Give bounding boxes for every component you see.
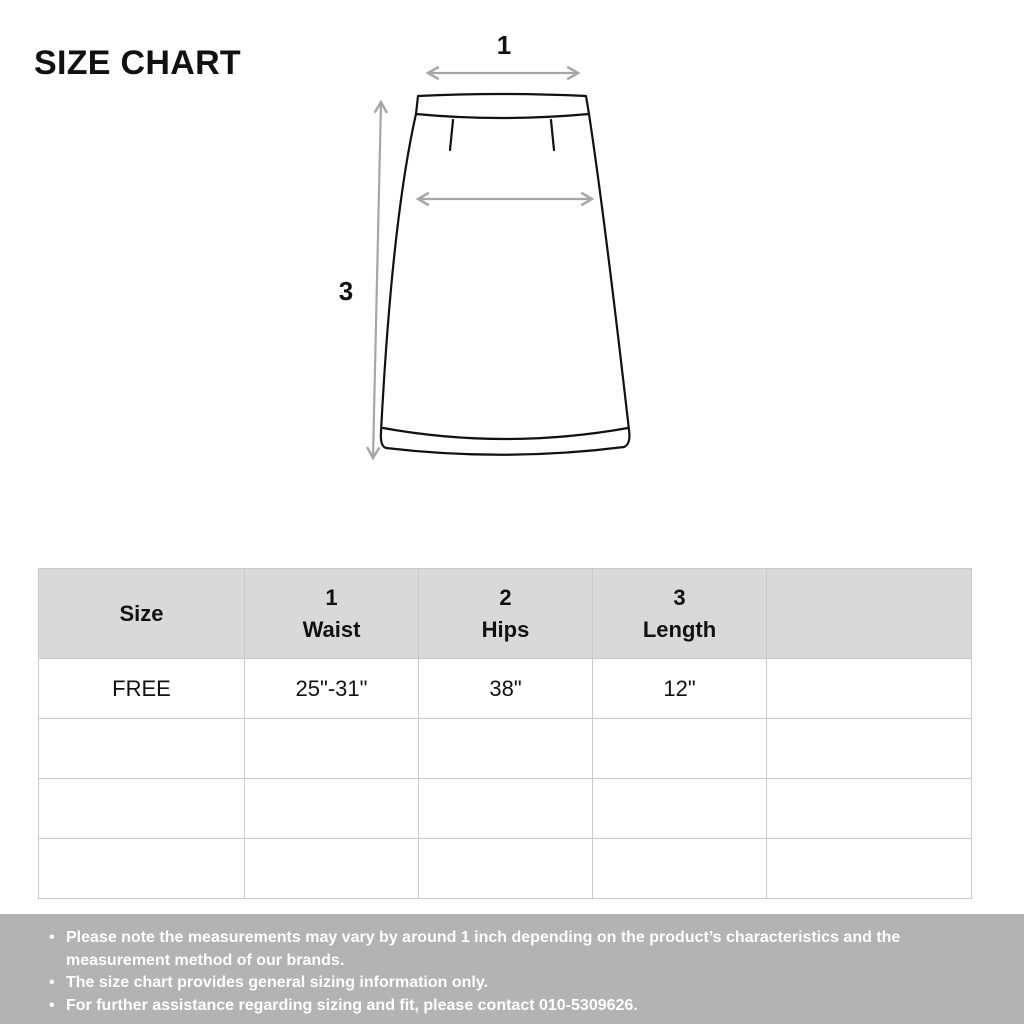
table-cell	[39, 779, 245, 839]
header-size	[39, 569, 245, 659]
header-empty	[767, 569, 972, 659]
table-row	[39, 839, 972, 899]
note-item: • The size chart provides general sizing information only.	[66, 972, 964, 995]
note-item: • Please note the measurements may vary by around 1 inch depending on the product’s characteristics and the measurement method of our brands.	[66, 927, 964, 972]
header-label: Length	[642, 616, 717, 642]
length-measure-label: 3	[338, 276, 354, 306]
header-label: Hips	[481, 616, 530, 642]
table-row	[39, 659, 972, 719]
table-cell: 12"	[593, 659, 767, 719]
header-label: Size	[119, 600, 164, 626]
table-cell	[767, 779, 972, 839]
table-cell	[767, 719, 972, 779]
table-cell	[245, 719, 419, 779]
page-title: SIZE CHART	[34, 44, 241, 82]
header-number: 1	[325, 584, 338, 610]
table-cell	[419, 719, 593, 779]
table-cell	[245, 839, 419, 899]
table-cell: FREE	[39, 659, 245, 719]
table-row	[39, 719, 972, 779]
table-cell: 38"	[419, 659, 593, 719]
notes-panel	[0, 914, 1024, 1024]
table-cell	[767, 659, 972, 719]
skirt-outline	[381, 94, 630, 455]
table-cell	[593, 839, 767, 899]
table-cell	[419, 779, 593, 839]
length-measure-arrow	[373, 102, 381, 458]
header-length	[593, 569, 767, 659]
table-cell: 25"-31"	[245, 659, 419, 719]
table-cell	[39, 839, 245, 899]
header-label: Waist	[302, 616, 361, 642]
notes-list	[0, 914, 1024, 1017]
waist-measure-label: 1	[496, 30, 512, 60]
note-item: • For further assistance regarding sizing and fit, please contact 010-5309626.	[66, 995, 964, 1018]
table-row	[39, 779, 972, 839]
table-cell	[245, 779, 419, 839]
table-cell	[593, 719, 767, 779]
header-waist	[245, 569, 419, 659]
table-cell	[39, 719, 245, 779]
table-cell	[593, 779, 767, 839]
header-number: 2	[499, 584, 512, 610]
header-number: 3	[673, 584, 686, 610]
size-table	[38, 568, 972, 899]
table-header-row	[39, 569, 972, 659]
table-cell	[767, 839, 972, 899]
table-cell	[419, 839, 593, 899]
header-hips	[419, 569, 593, 659]
